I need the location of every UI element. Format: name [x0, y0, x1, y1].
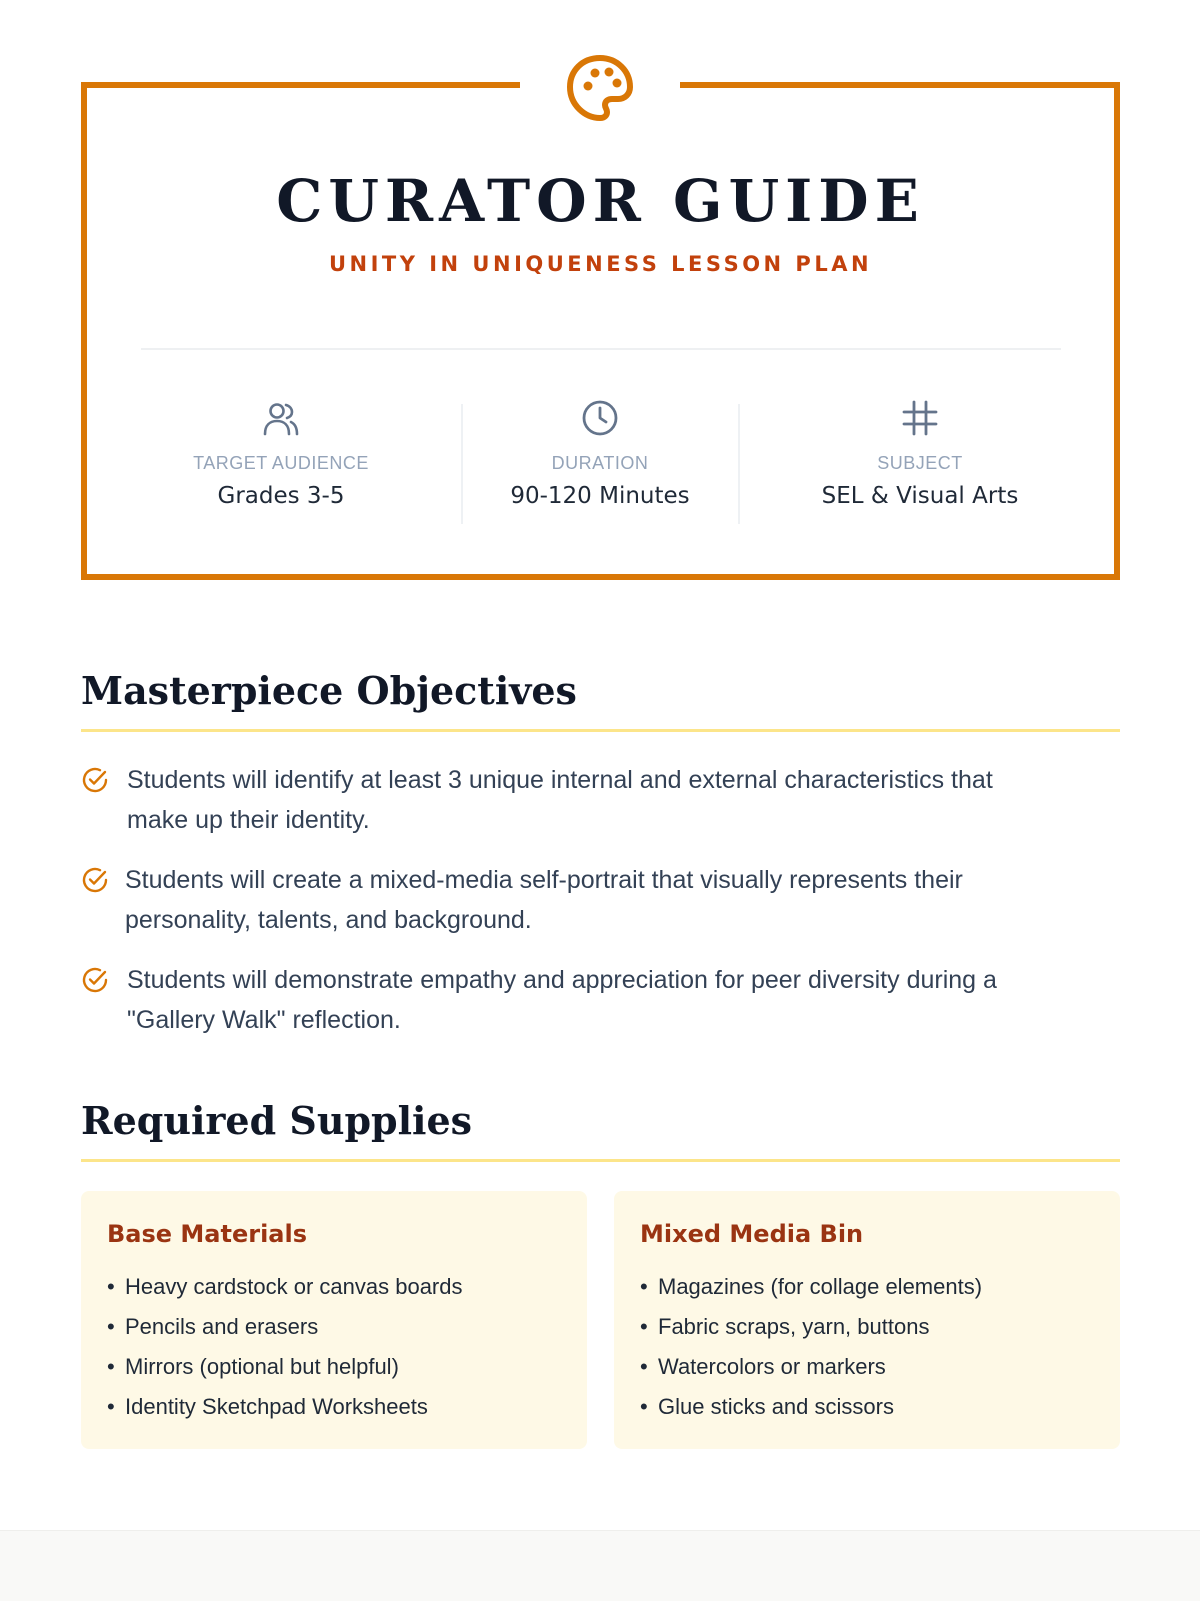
meta-target-audience: [141, 398, 421, 528]
meta-label: DURATION: [551, 453, 649, 473]
objective-line: Students will demonstrate empathy and appreciation for peer diversity during a: [127, 966, 997, 994]
meta-value: SEL & Visual Arts: [821, 483, 1019, 509]
page-subtitle: UNITY IN UNIQUENESS LESSON PLAN: [328, 252, 873, 276]
list-item-text: Pencils and erasers: [125, 1314, 319, 1339]
supply-list: [107, 1267, 561, 1427]
hash-icon: [900, 398, 940, 438]
list-item: • Heavy cardstock or canvas boards: [107, 1274, 463, 1299]
list-item: • Fabric scraps, yarn, buttons: [640, 1314, 930, 1339]
supplies-heading: Required Supplies: [81, 1098, 473, 1143]
supply-list: [640, 1267, 1094, 1427]
palette-icon: [562, 50, 638, 126]
section-rule: [81, 729, 1120, 732]
list-item-text: Magazines (for collage elements): [658, 1274, 983, 1299]
divider: [141, 348, 1061, 350]
check-circle-icon: [81, 866, 109, 894]
footer-band: [0, 1530, 1200, 1601]
card-title: Mixed Media Bin: [640, 1220, 864, 1248]
clock-icon: [580, 398, 620, 438]
section-rule: [81, 1159, 1120, 1162]
card-title: Base Materials: [107, 1220, 308, 1248]
meta-label: SUBJECT: [877, 453, 963, 473]
objective-text: [127, 760, 1127, 840]
list-item-text: Mirrors (optional but helpful): [125, 1354, 399, 1379]
objectives-heading: Masterpiece Objectives: [81, 668, 577, 713]
list-item-text: Watercolors or markers: [658, 1354, 886, 1379]
objective-line: make up their identity.: [127, 806, 370, 834]
list-item: • Magazines (for collage elements): [640, 1274, 983, 1299]
meta-duration: [462, 398, 738, 528]
supply-card-base-materials: [81, 1191, 587, 1449]
list-item: • Mirrors (optional but helpful): [107, 1354, 399, 1379]
list-item-text: Glue sticks and scissors: [658, 1394, 894, 1419]
list-item-text: Heavy cardstock or canvas boards: [125, 1274, 463, 1299]
objective-line: personality, talents, and background.: [125, 906, 532, 934]
objective-line: "Gallery Walk" reflection.: [127, 1006, 401, 1034]
check-circle-icon: [81, 966, 109, 994]
meta-label: TARGET AUDIENCE: [193, 453, 369, 473]
objective-line: Students will create a mixed-media self-portrait that visually represents their: [125, 866, 963, 894]
check-circle-icon: [81, 766, 109, 794]
objective-text: [125, 860, 1125, 940]
list-item: • Identity Sketchpad Worksheets: [107, 1394, 428, 1419]
meta-subject: [740, 398, 1100, 528]
list-item-text: Fabric scraps, yarn, buttons: [658, 1314, 930, 1339]
page-title: CURATOR GUIDE: [276, 167, 925, 235]
supply-card-mixed-media: [614, 1191, 1120, 1449]
meta-value: 90-120 Minutes: [510, 483, 690, 509]
list-item-text: Identity Sketchpad Worksheets: [125, 1394, 428, 1419]
list-item: • Glue sticks and scissors: [640, 1394, 894, 1419]
list-item: • Watercolors or markers: [640, 1354, 886, 1379]
list-item: • Pencils and erasers: [107, 1314, 319, 1339]
meta-value: Grades 3-5: [217, 483, 345, 509]
objective-line: Students will identify at least 3 unique internal and external characteristics that: [127, 766, 993, 794]
users-icon: [261, 398, 301, 438]
objective-text: [127, 960, 1127, 1040]
